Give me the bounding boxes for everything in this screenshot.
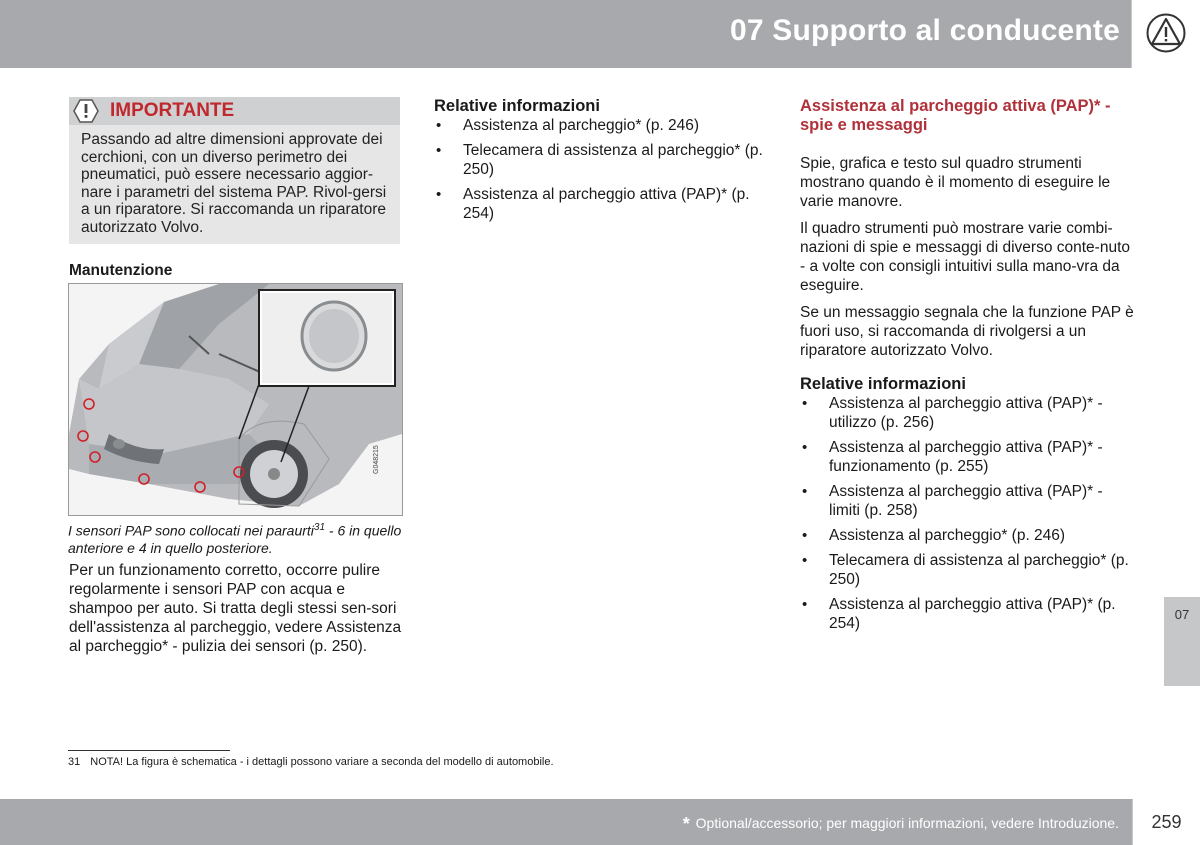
list-item[interactable]: • Assistenza al parcheggio attiva (PAP)* (p. 254): [434, 185, 764, 223]
caption-text-end: - 6 in quello anteriore e 4 in quello posteriore.: [68, 522, 402, 556]
footer-text: Optional/accessorio; per maggiori informazioni, vedere Introduzione.: [695, 815, 1119, 831]
asterisk: *: [682, 814, 690, 834]
footnote-ref: 31: [313, 522, 326, 533]
header-icon-box: [1131, 0, 1200, 68]
footnote-divider: [68, 750, 230, 751]
paragraph: Spie, grafica e testo sul quadro strumenti mostrano quando è il momento di eseguire le varie manovre.: [800, 155, 1111, 210]
maintenance-paragraph: Per un funzionamento corretto, occorre pulire regolarmente i sensori PAP con acqua e shampoo per auto. Si tratta degli stessi sen-sori dell'assistenza al parcheggio, vedere Assistenza al parcheggio* - pulizia dei sensori (p. 250).: [69, 562, 402, 655]
list-item[interactable]: • Assistenza al parcheggio* (p. 246): [434, 116, 764, 135]
list-item[interactable]: • Telecamera di assistenza al parcheggio* (p. 250): [800, 551, 1135, 589]
important-notice: [69, 97, 400, 244]
related-info-list: [434, 116, 764, 223]
chapter-title: 07 Supporto al conducente: [729, 14, 1120, 47]
figure-code: G048215: [373, 445, 380, 474]
right-column: [800, 97, 1135, 639]
footer-note: [683, 814, 1119, 835]
section-heading-pap: Assistenza al parcheggio attiva (PAP)* - spie e messaggi: [800, 97, 1111, 134]
important-text: Passando ad altre dimensioni approvate dei cerchioni, con un diverso perimetro dei pneumatici, può essere necessario aggior-nare i parametri del sistema PAP. Rivol-gersi a un riparatore. Si raccomanda un riparatore autorizzato Volvo.: [81, 131, 387, 236]
related-info-heading: Relative informazioni: [800, 375, 966, 393]
related-info-heading: Relative informazioni: [434, 97, 600, 115]
exclamation-icon: [73, 99, 99, 123]
list-item[interactable]: • Assistenza al parcheggio attiva (PAP)* - limiti (p. 258): [800, 482, 1135, 520]
footnote-text: NOTA! La figura è schematica - i dettagli possono variare a seconda del modello di automobile.: [90, 756, 554, 768]
important-title: IMPORTANTE: [110, 100, 235, 121]
paragraph: Il quadro strumenti può mostrare varie combi-nazioni di spie e messaggi di diverso conte-nuto - a volte con consigli intuitivi sulla mano-vra da eseguire.: [800, 220, 1130, 294]
footnote: [68, 756, 554, 768]
list-item[interactable]: • Assistenza al parcheggio attiva (PAP)* (p. 254): [800, 595, 1135, 633]
related-info-list: [800, 394, 1135, 633]
caption-text: I sensori PAP sono collocati nei paraurti: [68, 522, 314, 539]
page-number: 259: [1132, 799, 1200, 845]
footnote-number: 31: [68, 756, 81, 768]
chapter-header: [0, 0, 1200, 68]
car-sensor-illustration: [68, 283, 403, 516]
list-item[interactable]: • Assistenza al parcheggio attiva (PAP)* - funzionamento (p. 255): [800, 438, 1135, 476]
list-item[interactable]: • Telecamera di assistenza al parcheggio* (p. 250): [434, 141, 764, 179]
list-item[interactable]: • Assistenza al parcheggio* (p. 246): [800, 526, 1135, 545]
section-heading-maintenance: Manutenzione: [69, 262, 173, 279]
page-footer: [0, 799, 1132, 845]
figure-caption: [68, 519, 403, 557]
warning-triangle-icon: [1146, 13, 1186, 53]
list-item[interactable]: • Assistenza al parcheggio attiva (PAP)* - utilizzo (p. 256): [800, 394, 1135, 432]
middle-column: [434, 97, 764, 229]
chapter-side-tab: 07: [1164, 597, 1200, 686]
important-header: [69, 97, 400, 125]
paragraph: Se un messaggio segnala che la funzione PAP è fuori uso, si raccomanda di rivolgersi a un riparatore autorizzato Volvo.: [800, 304, 1134, 359]
